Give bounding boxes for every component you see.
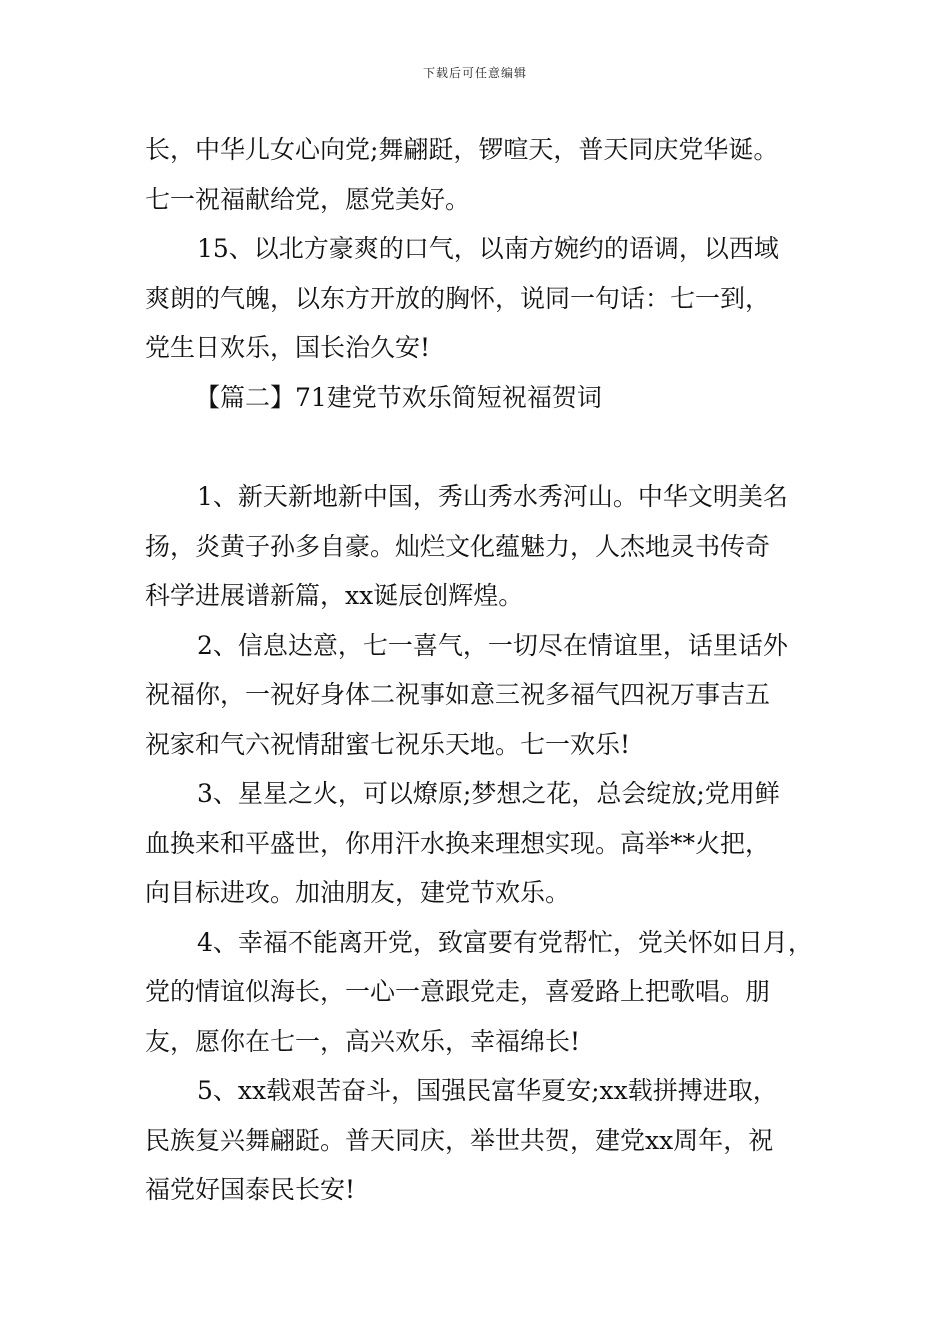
paragraph-line: 4、幸福不能离开党，致富要有党帮忙，党关怀如日月， <box>197 927 813 957</box>
page-header: 下载后可任意编辑 <box>422 66 527 80</box>
paragraph-line: 科学进展谱新篇，xx诞辰创辉煌。 <box>145 581 524 610</box>
paragraph-line: 福党好国泰民长安! <box>145 1175 356 1204</box>
paragraph-line: 3、星星之火，可以燎原;梦想之花，总会绽放;党用鲜 <box>197 779 780 808</box>
blank-line <box>145 422 845 472</box>
paragraph-line: 扬，炎黄子孙多自豪。灿烂文化蕴魅力，人杰地灵书传奇 <box>145 531 771 561</box>
paragraph-line: 2、信息达意，七一喜气，一切尽在情谊里，话里话外 <box>197 630 788 660</box>
paragraph-line: 祝家和气六祝情甜蜜七祝乐天地。七一欢乐! <box>145 729 631 759</box>
paragraph-line: 祝福你，一祝好身体二祝事如意三祝多福气四祝万事吉五 <box>145 680 771 709</box>
document-body <box>145 125 845 1215</box>
paragraph-line: 友，愿你在七一，高兴欢乐，幸福绵长! <box>145 1026 581 1056</box>
paragraph-line: 爽朗的气魄，以东方开放的胸怀，说同一句话：七一到， <box>145 283 771 313</box>
paragraph-line: 5、xx载艰苦奋斗，国强民富华夏安;xx载拼搏进取， <box>197 1076 778 1105</box>
paragraph-line: 15、以北方豪爽的口气，以南方婉约的语调，以西域 <box>197 234 779 263</box>
paragraph-line: 民族复兴舞翩跹。普天同庆，举世共贺，建党xx周年，祝 <box>145 1125 774 1155</box>
paragraph-line: 向目标进攻。加油朋友，建党节欢乐。 <box>145 878 571 907</box>
section-heading: 【篇二】71建党节欢乐简短祝福贺词 <box>195 382 602 412</box>
paragraph-line: 1、新天新地新中国，秀山秀水秀河山。中华文明美名 <box>197 482 788 511</box>
paragraph-line: 长，中华儿女心向党;舞翩跹，锣喧天，普天同庆党华诞。 <box>145 135 779 164</box>
paragraph-line: 七一祝福献给党，愿党美好。 <box>145 184 471 214</box>
paragraph-line: 党生日欢乐，国长治久安! <box>145 333 431 362</box>
paragraph-line: 血换来和平盛世，你用汗水换来理想实现。高举**火把， <box>145 828 771 858</box>
paragraph-line: 党的情谊似海长，一心一意跟党走，喜爱路上把歌唱。朋 <box>145 977 771 1006</box>
